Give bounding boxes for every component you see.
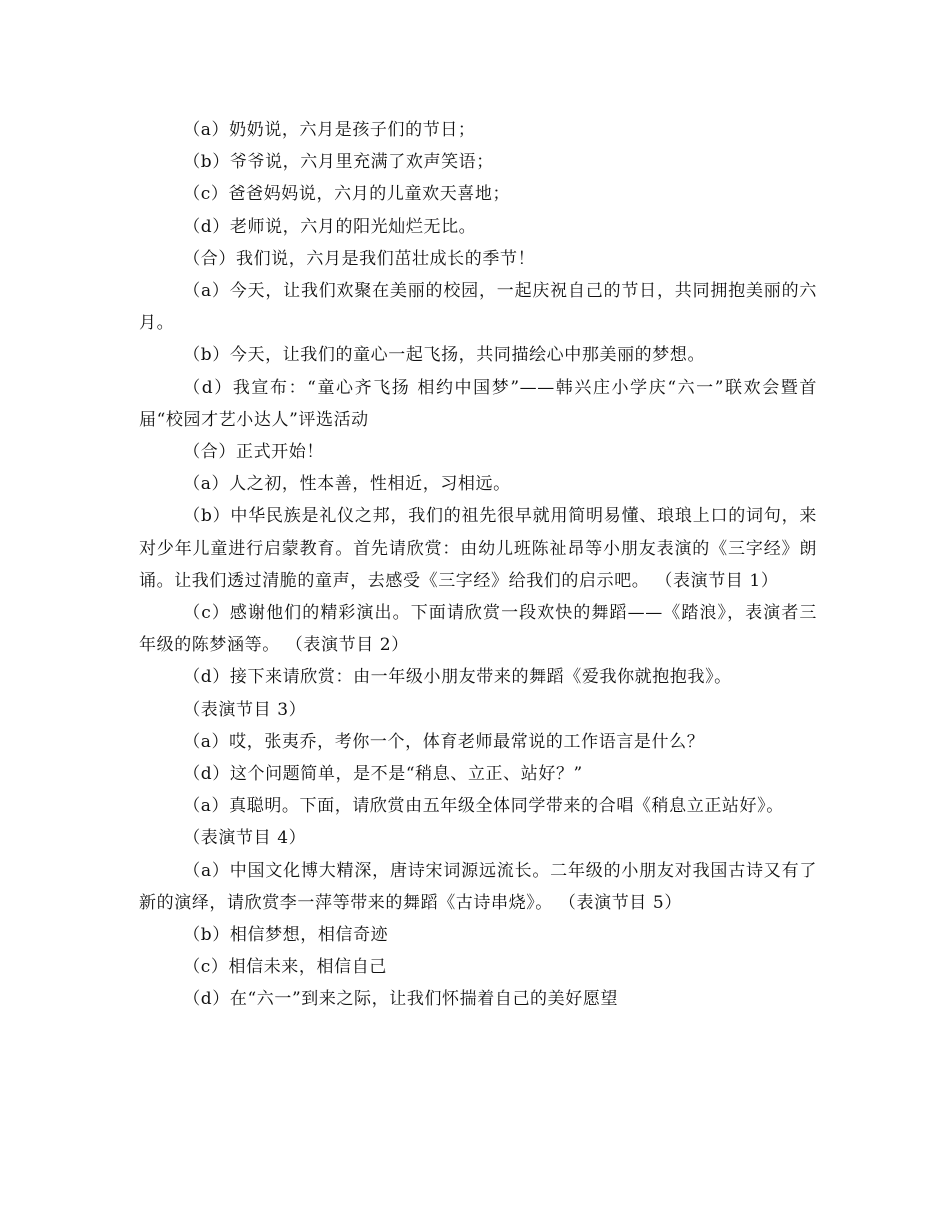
paragraph: （b）中华民族是礼仪之邦，我们的祖先很早就用简明易懂、琅琅上口的词句，来对少年儿童进行启蒙教育。首先请欣赏：由幼儿班陈祉昂等小朋友表演的《三字经》朗诵。让我们透过清脆的童声，去感受《三字经》给我们的启示吧。 （表演节目 1） [139, 506, 817, 591]
paragraph: （合）正式开始！ [183, 442, 324, 463]
paragraph: （表演节目 4） [183, 828, 307, 849]
paragraph: （a）哎，张夷乔，考你一个，体育老师最常说的工作语言是什么？ [183, 731, 705, 752]
paragraph: （a）奶奶说，六月是孩子们的节日； [183, 120, 476, 140]
paragraph: （a）真聪明。下面，请欣赏由五年级全体同学带来的合唱《稍息立正站好》。 [183, 796, 784, 817]
paragraph: （c）相信未来，相信自己 [183, 957, 387, 978]
paragraph: （a）今天，让我们欢聚在美丽的校园，一起庆祝自己的节日，共同拥抱美丽的六月。 [139, 281, 817, 334]
paragraph: （d）老师说，六月的阳光灿烂无比。 [183, 216, 477, 237]
paragraph: （d）在“六一”到来之际，让我们怀揣着自己的美好愿望 [183, 989, 619, 1010]
paragraph: （c）爸爸妈妈说，六月的儿童欢天喜地； [183, 184, 511, 205]
paragraph: （d）我宣布：“童心齐飞扬 相约中国梦”——韩兴庄小学庆“六一”联欢会暨首届“校园才艺小达人”评选活动 [139, 377, 817, 430]
paragraph: （b）相信梦想，相信奇迹 [183, 925, 389, 946]
paragraph: （d）这个问题简单，是不是“稍息、立正、站好？” [183, 764, 583, 785]
paragraph: （合）我们说，六月是我们茁壮成长的季节！ [183, 248, 536, 269]
paragraph: （d）接下来请欣赏：由一年级小朋友带来的舞蹈《爱我你就抱抱我》。 [183, 667, 732, 688]
paragraph: （b）今天，让我们的童心一起飞扬，共同描绘心中那美丽的梦想。 [183, 345, 706, 366]
paragraph: （c）感谢他们的精彩演出。下面请欣赏一段欢快的舞蹈——《踏浪》，表演者三年级的陈梦涵等。 （表演节目 2） [139, 603, 817, 656]
paragraph: （a）中国文化博大精深，唐诗宋词源远流长。二年级的小朋友对我国古诗又有了新的演绎，请欣赏李一萍等带来的舞蹈《古诗串烧》。 （表演节目 5） [139, 860, 817, 913]
paragraph: （b）爷爷说，六月里充满了欢声笑语； [183, 152, 494, 173]
paragraph: （a）人之初，性本善，性相近，习相远。 [183, 474, 511, 495]
document-body [139, 114, 817, 1016]
paragraph: （表演节目 3） [183, 699, 307, 720]
